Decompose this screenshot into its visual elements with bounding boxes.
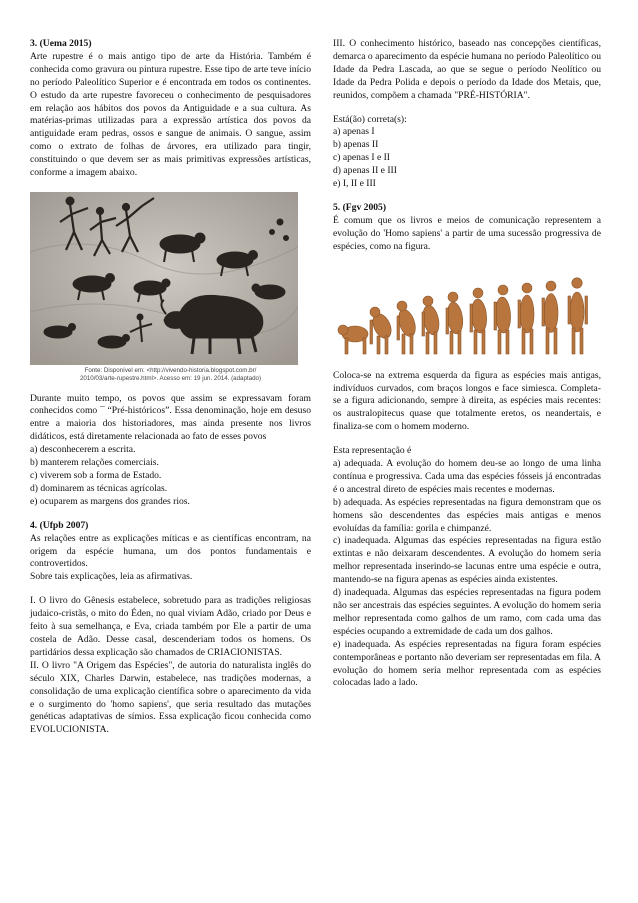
option-4c: c) apenas I e II: [333, 152, 390, 164]
option-5c: c) inadequada. Algumas das espécies representadas na figura estão extintas e não deixaram descendentes. A evolução do homem seria melhor representada inserindo-se lacunas entre uma espécie e outra, mantendo-se na figura apenas as espécies ainda existentes.: [333, 535, 601, 586]
question-5-intro: É comum que os livros e meios de comunicação representem a evolução do 'Homo sapiens' a partir de uma sucessão progressiva de espécies, como na figura.: [333, 214, 601, 252]
question-5-title: 5. (Fgv 2005): [333, 201, 387, 213]
option-5e: e) inadequada. As espécies representadas na figura foram espécies contemporâneas e portanto não deveriam ser representadas em fila. A evolução do homem seria melhor representada com as espécies colocadas lado a lado.: [333, 638, 601, 689]
human-evolution-image: [337, 268, 599, 358]
option-4b: b) apenas II: [333, 139, 379, 151]
left-column: [30, 38, 311, 737]
question-4-item-2: II. O livro "A Origem das Espécies", de autoria do naturalista inglês do século XIX, Charles Darwin, estabelece, nas tradições modernas, a consolidação de uma explicação científica sobre o aparecimento da vida e o surgimento do 'homo sapiens', que seria resultado das mutações genéticas adaptativas de símios. Essa explicação ficou conhecida como EVOLUCIONISTA.: [30, 659, 311, 736]
option-4d: d) apenas II e III: [333, 165, 397, 177]
option-3c: c) viverem sob a forma de Estado.: [30, 470, 162, 481]
option-3b: b) manterem relações comerciais.: [30, 457, 159, 469]
caption-line-2: 2010/03/arte-rupestre.html>. Acesso em: 19 jun. 2014. (adaptado): [79, 374, 262, 382]
option-5b: b) adequada. As espécies representadas na figura demonstram que os homens são descendentes das espécies mais antigas e menos evoluídas da família: gorila e chimpanzé.: [333, 496, 601, 534]
image-caption: [30, 367, 311, 383]
question-4-intro: As relações entre as explicações míticas e as científicas encontram, na origem da espécie humana, um dos pontos fundamentais e controvertidos.: [30, 532, 311, 570]
question-5-body: Coloca-se na extrema esquerda da figura as espécies mais antigas, indivíduos curvados, com braços longos e face simiesca. Completa-se a figura adicionando, sempre à direita, as espécies mais recentes: os australopitecus quase que totalmente eretos, os neandertais, e finaliza-se com o homem moderno.: [333, 369, 601, 433]
option-4e: e) I, II e III: [333, 178, 376, 190]
question-4-item-3: III. O conhecimento histórico, baseado nas concepções científicas, demarca o aparecimento da espécie humana no período Paleolítico ou Idade da Pedra Lascada, ao que se segue o período Neolítico ou Idade da Pedra Polida e depois o período da Idade dos Metais, que, reunidos, compõem a chamada "PRÉ-HISTÓRIA".: [333, 38, 601, 101]
question-4-item-1: I. O livro do Gênesis estabelece, sobretudo para as tradições religiosas judaico-cristãs, o mito do Éden, no qual viviam Adão, criado por Deus e feito à sua semelhança, e Eva, criada também por Ele a partir de uma costela de Adão. Desse casal, descenderiam todos os homens. Os partidários dessa explicação são chamados de CRIACIONISTAS.: [30, 595, 311, 658]
option-3d: d) dominarem as técnicas agrícolas.: [30, 482, 168, 494]
question-3-stem: Durante muito tempo, os povos que assim se expressavam foram conhecidos como ¯ “Pré-históricos”. Essa denominação, hoje em desuso entre a maioria dos historiadores, mas ainda presente nos livros didáticos, está diretamente relacionada ao fato de esses povos: [30, 392, 311, 443]
option-3a: a) desconhecerem a escrita.: [30, 444, 136, 456]
question-3-title: 3. (Uema 2015): [30, 38, 92, 49]
option-3e: e) ocuparem as margens dos grandes rios.: [30, 495, 190, 507]
question-4-instruction: Sobre tais explicações, leia as afirmativas.: [30, 571, 193, 583]
rock-art-image: [30, 192, 298, 365]
option-5a: a) adequada. A evolução do homem deu-se ao longo de uma linha contínua e progressiva. Cada uma das espécies fósseis já encontradas é o ancestral direto de espécies mais recentes e modernas.: [333, 458, 601, 495]
question-3-intro: Arte rupestre é o mais antigo tipo de arte da História. Também é conhecida como gravura ou pintura rupestre. Esse tipo de arte teve início no período Paleolítico Superior e é encontrada em todos os continentes. O estudo da arte rupestre favoreceu o conhecimento de pesquisadores em relação aos hábitos dos povos da Antiguidade e a sua cultura. As matérias-primas utilizadas para a expressão artística dos povos da antiguidade eram pedras, ossos e sangue de animais. O sangue, assim como o extrato de folhas de árvores, era utilizado para tingir, constituindo o que devem ser as mais primitivas expressões artísticas, conforme a imagem abaixo.: [30, 50, 311, 179]
question-4-prompt: Está(ão) correta(s):: [333, 113, 407, 125]
caption-line-1: Fonte: Disponível em: <http://vivendo-historia.blogspot.com.br/: [84, 366, 257, 374]
question-5-prompt: Esta representação é: [333, 445, 412, 457]
option-5d: d) inadequada. Algumas das espécies representadas na figura podem não ser ancestrais das espécies seguintes. A evolução do homem seria melhor representada como galhos de um ramo, com cada uma das espécies ocupando a extremidade de cada um dos galhos.: [333, 587, 601, 637]
question-4-title: 4. (Ufpb 2007): [30, 519, 89, 531]
option-4a: a) apenas I: [333, 126, 375, 138]
right-column: [333, 38, 601, 690]
